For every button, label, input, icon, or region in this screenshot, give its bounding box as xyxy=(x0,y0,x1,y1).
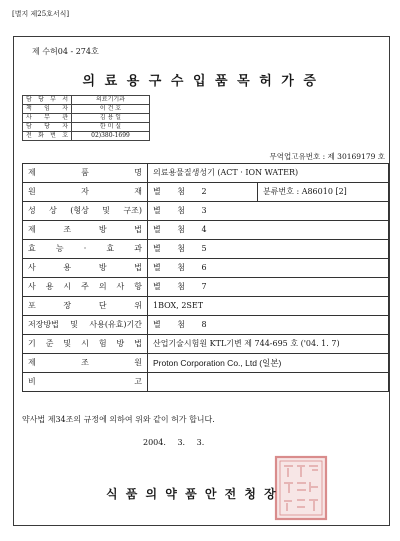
issuing-authority: 식 품 의 약 품 안 전 청 장 xyxy=(106,487,277,501)
row-value-storage-shelf-life: 별 첨 8 xyxy=(148,316,389,335)
table-row xyxy=(23,202,389,221)
staff-row xyxy=(23,114,150,123)
staff-row xyxy=(23,105,150,114)
table-row xyxy=(23,278,389,297)
staff-role: 담 당 자 xyxy=(23,123,72,132)
row-value-packaging-unit: 1BOX, 2SET xyxy=(148,297,389,316)
table-row xyxy=(23,297,389,316)
staff-role: 담 당 부 서 xyxy=(23,96,72,105)
form-label: [별지 제25호서식] xyxy=(12,10,70,18)
row-label-usage: 사 용 방 법 xyxy=(23,259,148,278)
staff-row xyxy=(23,132,150,141)
staff-name: 한 미 실 xyxy=(72,123,150,132)
document-title: 의 료 용 구 수 입 품 목 허 가 증 xyxy=(82,74,318,89)
row-value-test-standard: 산업기술시험원 KTL기변 제 744-695 호 ('04. 1. 7) xyxy=(148,335,389,354)
row-value-precautions: 별 첨 7 xyxy=(148,278,389,297)
row-label-remarks: 비 고 xyxy=(23,373,148,392)
official-seal xyxy=(274,455,328,521)
row-label-storage-shelf-life: 저장방법 및 사용(유효)기간 xyxy=(23,316,148,335)
staff-name: 김 용 일 xyxy=(72,114,150,123)
row-value-usage: 별 첨 6 xyxy=(148,259,389,278)
staff-phone: 02)380-1699 xyxy=(72,132,150,141)
table-row xyxy=(23,221,389,240)
table-row xyxy=(23,240,389,259)
row-label-shape-structure: 성 상 (형상 및 구조) xyxy=(23,202,148,221)
table-row xyxy=(23,335,389,354)
row-label-product-name: 제 품 명 xyxy=(23,164,148,183)
row-label-precautions: 사 용 시 주 의 사 항 xyxy=(23,278,148,297)
row-value-product-name: 의료용물질생성기 (ACT · ION WATER) xyxy=(148,164,389,183)
staff-name: 이 건 호 xyxy=(72,105,150,114)
staff-role: 전 화 번 호 xyxy=(23,132,72,141)
table-row xyxy=(23,373,389,392)
product-table xyxy=(22,163,389,392)
row-label-materials: 원 자 재 xyxy=(23,183,148,202)
table-row xyxy=(23,164,389,183)
classification-number: 분류번호 : A86010 [2] xyxy=(258,183,389,202)
row-label-test-standard: 기 준 및 시 험 방 법 xyxy=(23,335,148,354)
table-row xyxy=(23,316,389,335)
row-label-efficacy: 효 능 · 효 과 xyxy=(23,240,148,259)
row-value-manufacturer: Proton Corporation Co., Ltd (일본) xyxy=(148,354,389,373)
row-label-packaging-unit: 포 장 단 위 xyxy=(23,297,148,316)
row-value-efficacy: 별 첨 5 xyxy=(148,240,389,259)
approval-statement: 약사법 제34조의 규정에 의하여 위와 같이 허가 합니다. xyxy=(22,415,215,424)
row-value-materials: 별 첨 2 xyxy=(148,183,258,202)
staff-name: 의료기기과 xyxy=(72,96,150,105)
document-number: 제 수허04 - 274호 xyxy=(32,47,99,56)
table-row xyxy=(23,354,389,373)
staff-role: 사 무 관 xyxy=(23,114,72,123)
row-value-shape-structure: 별 첨 3 xyxy=(148,202,389,221)
staff-table xyxy=(22,95,150,141)
row-label-manufacturing-method: 제 조 방 법 xyxy=(23,221,148,240)
staff-row xyxy=(23,123,150,132)
staff-row xyxy=(23,96,150,105)
table-row xyxy=(23,259,389,278)
row-value-remarks xyxy=(148,373,389,392)
row-value-manufacturing-method: 별 첨 4 xyxy=(148,221,389,240)
staff-role: 책 임 자 xyxy=(23,105,72,114)
issue-date: 2004. 3. 3. xyxy=(143,438,205,447)
table-row xyxy=(23,183,389,202)
row-label-manufacturer: 제 조 원 xyxy=(23,354,148,373)
trade-registration-number: 무역업고유번호 : 제 30169179 호 xyxy=(269,152,385,161)
